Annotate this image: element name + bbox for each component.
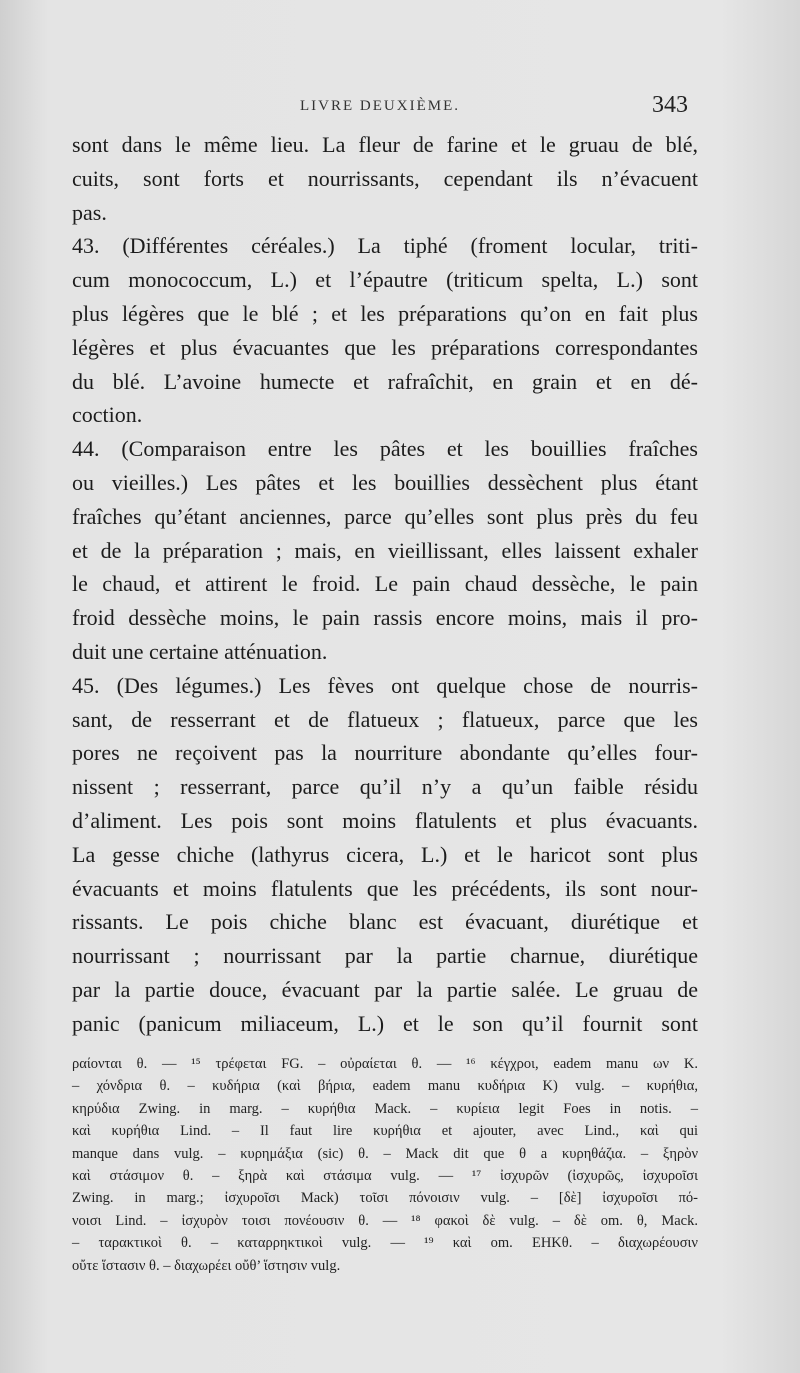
text-line: plus légères que le blé ; et les préparations qu’on en fait plus bbox=[72, 300, 698, 326]
text-line: le chaud, et attirent le froid. Le pain chaud dessèche, le pain bbox=[72, 571, 698, 597]
text-line: ou vieilles.) Les pâtes et les bouillies dessèchent plus étant bbox=[72, 469, 698, 495]
footnote-line: – ταρακτικοὶ θ. – καταρρηκτικοὶ vulg. — ¹⁹ καὶ om. EHKθ. – διαχωρέουσιν bbox=[72, 1235, 698, 1252]
text-line: fraîches qu’étant anciennes, parce qu’elles sont plus près du feu bbox=[72, 503, 698, 529]
footnote-line: νοισι Lind. – ἰσχυρὸν τοισι πονέουσιν θ. — ¹⁸ φακοὶ δὲ vulg. – δὲ om. θ, Mack. bbox=[72, 1212, 698, 1229]
text-line: sant, de resserrant et de flatueux ; flatueux, parce que les bbox=[72, 706, 698, 732]
main-text bbox=[72, 128, 698, 1041]
text-line: 44. (Comparaison entre les pâtes et les bouillies fraîches bbox=[72, 436, 698, 462]
footnote-line: καὶ στάσιμον θ. – ξηρὰ καὶ στάσιμα vulg. — ¹⁷ ἰσχυρῶν (ἰσχυρῶς, ἰσχυροῖσι bbox=[72, 1167, 698, 1184]
running-title: LIVRE DEUXIÈME. bbox=[300, 98, 460, 114]
text-line: d’aliment. Les pois sont moins flatulents et plus évacuants. bbox=[72, 807, 698, 833]
footnote-line: – χόνδρια θ. – κυδήρια (καὶ βήρια, eadem manu κυδήρια K) vulg. – κυρήθια, bbox=[72, 1078, 698, 1095]
text-line: légères et plus évacuantes que les préparations correspondantes bbox=[72, 334, 698, 360]
footnote-line: Zwing. in marg.; ἰσχυροῖσι Mack) τοῖσι πόνοισιν vulg. – [δὲ] ἰσχυροῖσι πό- bbox=[72, 1190, 698, 1207]
text-line: par la partie douce, évacuant par la partie salée. Le gruau de bbox=[72, 976, 698, 1002]
text-line: évacuants et moins flatulents que les précédents, ils sont nour- bbox=[72, 875, 698, 901]
text-line: 45. (Des légumes.) Les fèves ont quelque chose de nourris- bbox=[72, 672, 698, 698]
text-line: cum monococcum, L.) et l’épautre (triticum spelta, L.) sont bbox=[72, 267, 698, 293]
text-line: nissent ; resserrant, parce qu’il n’y a qu’un faible résidu bbox=[72, 774, 698, 800]
footnote-line: κηρύδια Zwing. in marg. – κυρήθια Mack. – κυρίεια legit Foes in notis. – bbox=[72, 1100, 698, 1117]
text-line: nourrissant ; nourrissant par la partie charnue, diurétique bbox=[72, 943, 698, 969]
text-line: rissants. Le pois chiche blanc est évacuant, diurétique et bbox=[72, 909, 698, 935]
footnotes bbox=[72, 1053, 698, 1277]
footnote-line: ραίονται θ. — ¹⁵ τρέφεται FG. – οὐραίεται θ. — ¹⁶ κέγχροι, eadem manu ων K. bbox=[72, 1056, 698, 1072]
text-line: et de la préparation ; mais, en vieillissant, elles laissent exhaler bbox=[72, 537, 698, 563]
text-line: panic (panicum miliaceum, L.) et le son qu’il fournit sont bbox=[72, 1010, 698, 1036]
text-line: cuits, sont forts et nourrissants, cependant ils n’évacuent bbox=[72, 165, 698, 191]
page-number: 343 bbox=[652, 92, 688, 118]
text-line: La gesse chiche (lathyrus cicera, L.) et le haricot sont plus bbox=[72, 841, 698, 867]
footnote-line: καὶ κυρήθια Lind. – Il faut lire κυρήθια et ajouter, avec Lind., καὶ qui bbox=[72, 1123, 698, 1140]
running-head bbox=[0, 92, 800, 122]
text-line: pores ne reçoivent pas la nourriture abondante qu’elles four- bbox=[72, 740, 698, 766]
text-line: sont dans le même lieu. La fleur de farine et le gruau de blé, bbox=[72, 132, 698, 157]
text-line: froid dessèche moins, le pain rassis encore moins, mais il pro- bbox=[72, 605, 698, 631]
text-line: coction. bbox=[72, 402, 143, 428]
text-line: 43. (Différentes céréales.) La tiphé (froment locular, triti- bbox=[72, 233, 698, 259]
text-line: pas. bbox=[72, 199, 107, 225]
footnote-line: manque dans vulg. – κυρημάξια (sic) θ. – Mack dit que θ a κυρηθάζια. – ξηρὸν bbox=[72, 1145, 698, 1162]
text-line: duit une certaine atténuation. bbox=[72, 638, 328, 664]
footnote-line: οὔτε ἵστασιν θ. – διαχωρέει οὔθ’ ἵστησιν vulg. bbox=[72, 1257, 341, 1274]
text-line: du blé. L’avoine humecte et rafraîchit, en grain et en dé- bbox=[72, 368, 698, 394]
